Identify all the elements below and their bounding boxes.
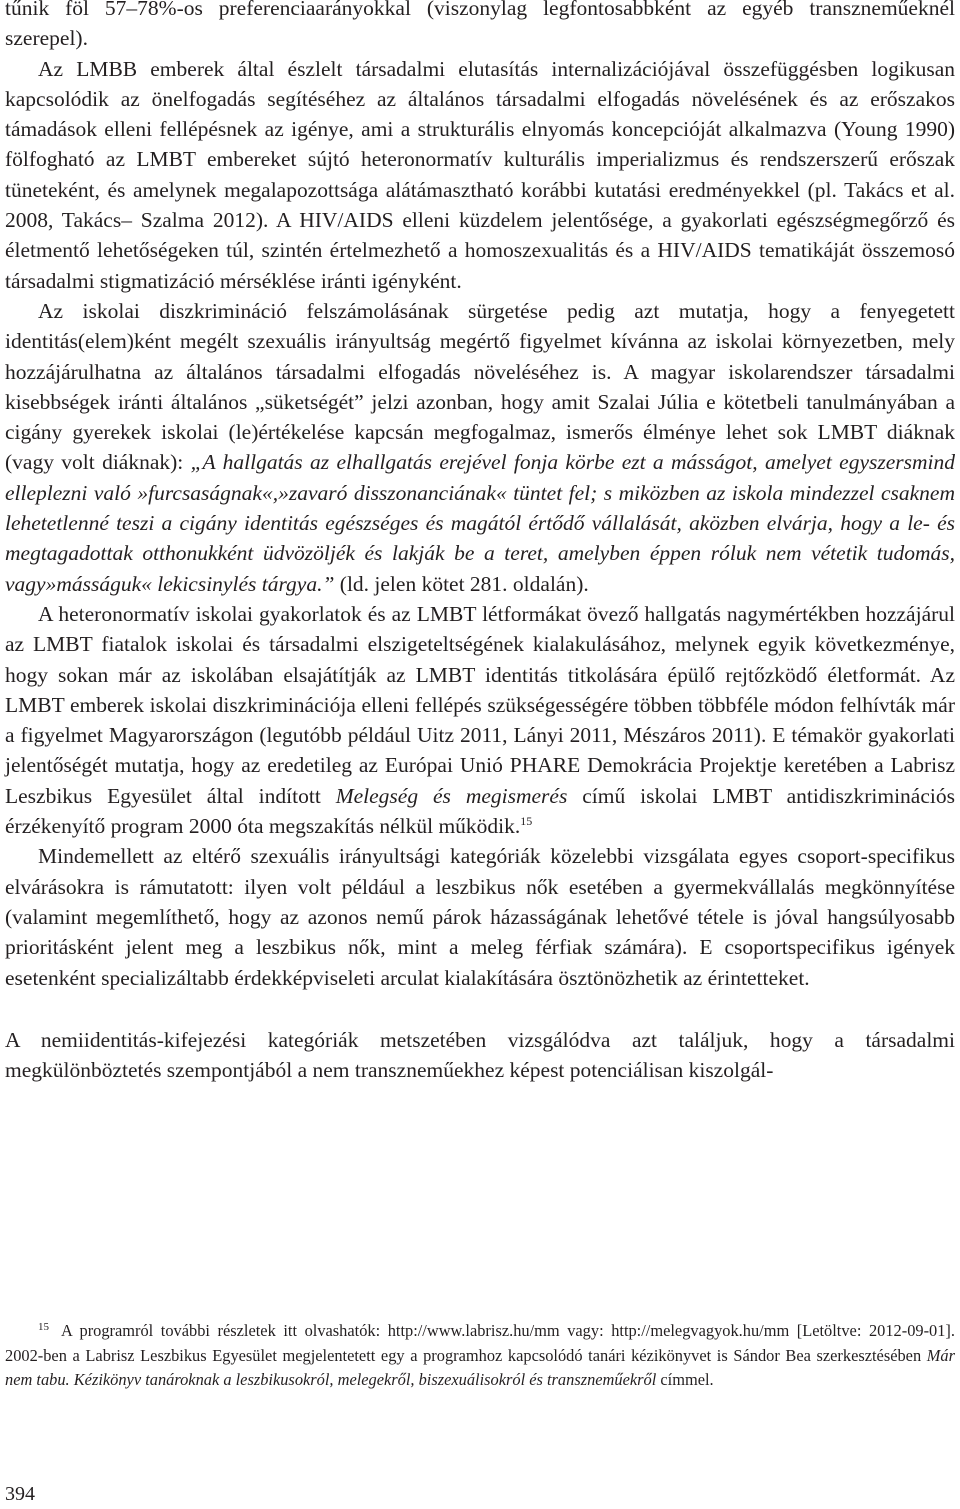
paragraph-group-specific <box>5 841 955 992</box>
paragraph-school-discrimination <box>5 296 955 599</box>
paragraph-lmbb-rejection <box>5 54 955 296</box>
book-title-italic: Már nem tabu. Kézikönyv tanároknak a leszbikusokról, melegekről, biszexuálisokról és transzneműekről <box>5 1345 955 1390</box>
quote-italic: „A hallgatás az elhallgatás erejével fonja körbe ezt a másságot, amelyet egyszersmind elleplezni való »furcsaságnak«,»zavaró disszonanciának« tüntet fel; s miközben az iskola mindezzel csaknem lehetetlenné teszi a cigány identitás egészséges és magától értődő vállalását, aközben elvárja, hogy a le- és megtagadottak otthonukként üdvözöljék és lakják be a teret, amelyben éppen róluk nem vétetik tudomás, vagy»másságuk« lekicsinylés tárgya.” <box>5 450 955 596</box>
footnote-reference[interactable]: 15 <box>520 813 533 828</box>
footnotes <box>5 1319 955 1393</box>
program-title-italic: Melegség és megismerés <box>335 783 568 808</box>
text-run: (ld. jelen kötet 281. oldalán). <box>334 571 589 596</box>
footnote-text: A programról további részletek itt olvashatók: http://www.labrisz.hu/mm vagy: http://melegvagyok.hu/mm [Letöltve: 2012-09-01]. 2002-ben a Labrisz Leszbikus Egyesület megjelentetett egy a programhoz kapcsolódó tanári kézikönyvet is Sándor Bea szerkesztésében <box>5 1321 955 1365</box>
paragraph-heteronormative-practices <box>5 599 955 841</box>
text-run: Mindemellett az eltérő szexuális irányultsági kategóriák közelebbi vizsgálata egyes csoport-specifikus elvárásokra is rámutatott: ilyen volt például a leszbikus nők esetében a gyermekvállalás megkönnyítése (valamint megemlíthető, hogy az azonos nemű párok házasságának lehetővé tétele is jóval hangsúlyosabb prioritásként jelent meg a leszbikus nők, mint a meleg férfiak számára). E csoportspecifikus igények esetenként specializáltabb érdekképviseleti arculat kialakítására ösztönözhetik az érintetteket. <box>5 844 955 990</box>
footnote-text: címmel. <box>656 1370 714 1390</box>
text-run: tűnik föl 57–78%-os preferenciaarányokkal (viszonylag legfontosabbként az egyéb transzneműeknél szerepel). <box>5 0 955 51</box>
paragraph-continued <box>5 0 955 54</box>
text-run: A nemiidentitás-kifejezési kategóriák metszetében vizsgálódva azt találjuk, hogy a társadalmi megkülönböztetés szempontjából a nem transzneműekhez képest potenciálisan kiszolgál- <box>5 1027 955 1083</box>
footnote-15 <box>5 1319 955 1393</box>
text-run: Az LMBB emberek által észlelt társadalmi elutasítás internalizációjával összefüggésben logikusan kapcsolódik az önelfogadás segítéséhez az általános társadalmi elfogadás növelésének és az erőszakos támadások elleni fellépésnek az igénye, ami a strukturális elnyomás koncepcióját alkalmazva (Young 1990) fölfogható az LMBT embereket sújtó heteronormatív kulturális imperializmus és rendszerszerű erőszak tüneteként, és amelynek megalapozottsága alátámasztható korábbi kutatási eredményekkel (pl. Takács et al. 2008, Takács– Szalma 2012). A HIV/AIDS elleni küzdelem jelentősége, a gyakorlati egészségmegőrző és életmentő lehetőségeken túl, szintén értelmezhető a homoszexualitás és a HIV/AIDS tematikáját összemosó társadalmi stigmatizáció mérséklése iránti igényként. <box>5 56 955 293</box>
page-number: 394 <box>5 1483 35 1505</box>
text-run: A heteronormatív iskolai gyakorlatok és az LMBT létformákat övező hallgatás nagymértékben hozzájárul az LMBT fiatalok iskolai és társadalmi elszigeteltségének kialakulásához, melynek egyik következménye, hogy sokan már az iskolában elsajátítják az LMBT identitás titkolására épülő rejtőzködő életformát. Az LMBT emberek iskolai diszkriminációja elleni fellépés szükségességére többen többféle módon felhívták már a figyelmet Magyarországon (legutóbb például Uitz 2011, Lányi 2011, Mészáros 2011). E témakör gyakorlati jelentőségét mutatja, hogy az eredetileg az Európai Unió PHARE Demokrácia Projektje keretében a Labrisz Leszbikus Egyesület által indított <box>5 601 955 808</box>
text-run: című iskolai LMBT antidiszkriminációs érzékenyítő program 2000 óta megszakítás nélkül működik. <box>5 783 955 839</box>
main-text <box>5 0 955 1085</box>
paragraph-gender-expression <box>5 1025 955 1086</box>
text-run: Az iskolai diszkrimináció felszámolásának sürgetése pedig azt mutatja, hogy a fenyegetett identitás(elem)ként megélt szexuális irányultság megértő figyelmet kívánna az iskolai környezetben, mely hozzájárulhatna az általános társadalmi elfogadás növeléséhez is. A magyar iskolarendszer társadalmi kisebbségek iránti általános „süketségét” jelzi azonban, hogy amit Szalai Júlia e kötetbeli tanulmányában a cigány gyerekek iskolai (le)értékelése kapcsán megfogalmaz, ismerős élménye lehet sok LMBT diáknak (vagy volt diáknak): <box>5 298 955 475</box>
footnote-number: 15 <box>38 1320 49 1333</box>
